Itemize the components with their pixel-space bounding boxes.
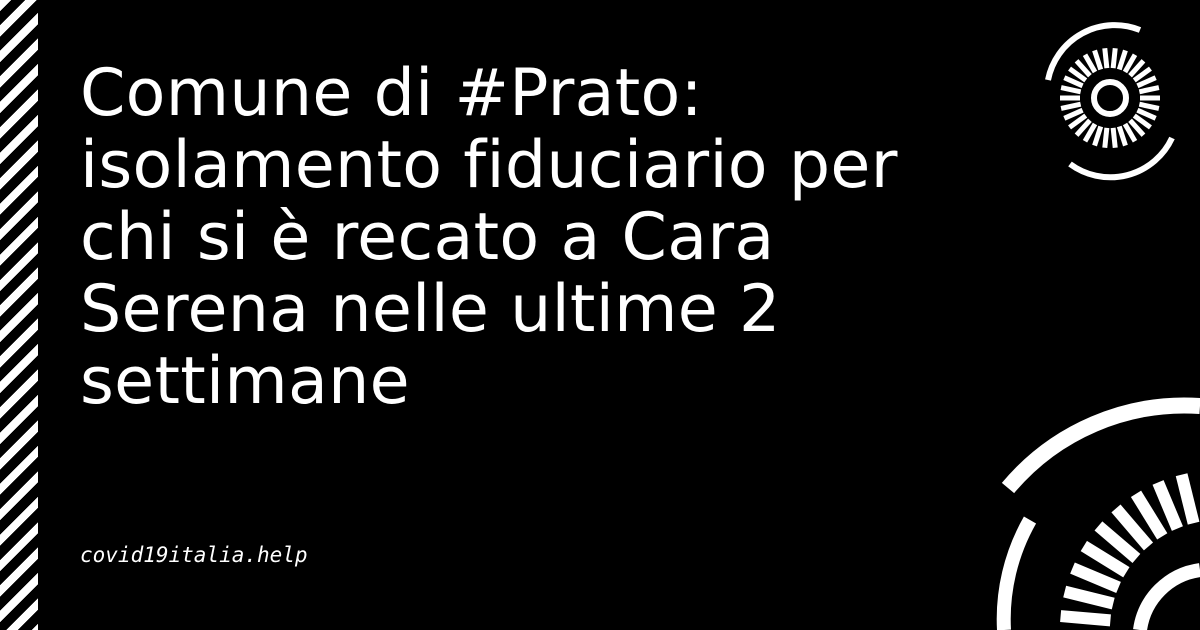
burst-tick [1119, 50, 1125, 69]
burst-tick [1119, 127, 1125, 146]
headline-line-5: settimane [80, 344, 410, 419]
headline-line-3: chi si è recato a Cara [80, 200, 775, 275]
burst-tick [1105, 128, 1107, 148]
burst-tick [1139, 88, 1159, 92]
burst-tick [1072, 568, 1118, 587]
burst-tick [1139, 104, 1159, 108]
radial-burst-icon-top [1030, 18, 1190, 188]
diagonal-stripe-border [0, 0, 38, 630]
headline-line-1: Comune di #Prato: [80, 56, 703, 131]
burst-tick [1158, 482, 1177, 528]
burst-tick [1113, 128, 1115, 148]
burst-tick [1061, 616, 1111, 620]
burst-tick [1095, 127, 1101, 146]
radial-burst-icon-bottom [990, 380, 1200, 630]
headline-line-4: Serena nelle ultime 2 [80, 272, 781, 347]
burst-tick [1182, 475, 1194, 524]
burst-tick [1095, 50, 1101, 69]
burst-tick [1061, 104, 1081, 108]
burst-tick [1061, 88, 1081, 92]
burst-tick [1113, 48, 1115, 68]
burst-tick [1105, 48, 1107, 68]
burst-tick [1065, 592, 1114, 604]
site-url: covid19italia.help [80, 543, 308, 567]
headline-line-2: isolamento fiduciario per [80, 128, 898, 203]
headline [80, 58, 980, 418]
